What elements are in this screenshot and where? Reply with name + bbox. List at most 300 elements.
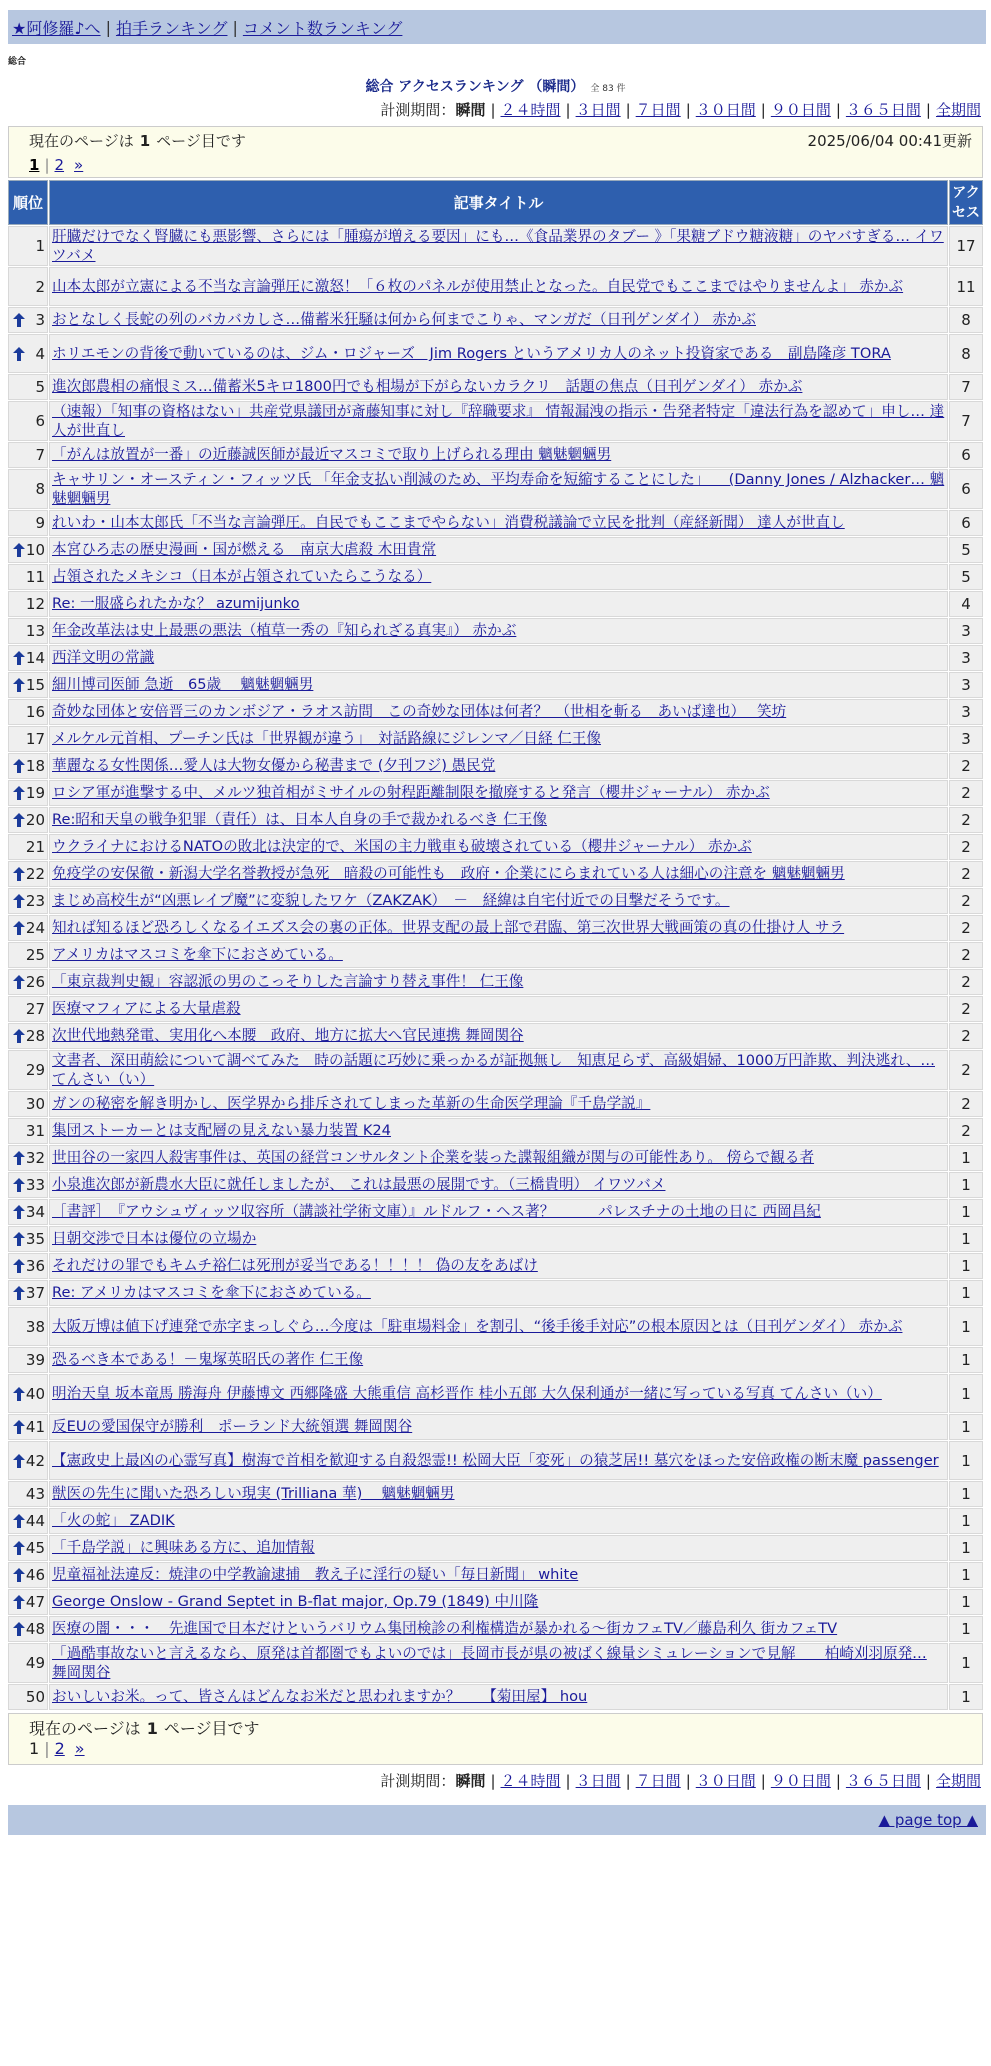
rank-number: 40 <box>25 1384 45 1403</box>
period-separator: | <box>760 101 766 119</box>
article-link[interactable]: 肝臓だけでなく腎臓にも悪影響、さらには「腫瘍が増える要因」にも…《食品業界のタブー 》「果糖ブドウ糖液糖」のヤバすぎる… イワツバメ <box>52 228 944 264</box>
nav-separator: | <box>105 17 111 37</box>
access-count: 8 <box>949 334 983 373</box>
rank-number: 8 <box>35 480 45 498</box>
article-link[interactable]: 奇妙な団体と安倍晋三のカンボジア・ラオス訪問 この奇妙な団体は何者？ （世相を斬る あいば達也） 笑坊 <box>52 703 787 720</box>
table-row <box>8 1441 983 1480</box>
title-cell <box>49 726 948 752</box>
rank-cell <box>8 374 48 400</box>
article-link[interactable]: 山本太郎が立憲による不当な言論弾圧に激怒！「６枚のパネルが使用禁止となった。自民党でもここまではやりませんよ」 赤かぶ <box>52 278 904 295</box>
rank-up-arrow-icon <box>13 1029 25 1043</box>
article-link[interactable]: それだけの罪でもキムチ裕仁は死刑が妥当である！！！！ 偽の友をあばけ <box>52 1257 538 1274</box>
title-cell <box>49 1280 948 1306</box>
table-row <box>8 645 983 671</box>
article-link[interactable]: 【憲政史上最凶の心霊写真】樹海で首相を歓迎する自殺怨霊!! 松岡大臣「変死」の猿芝居!! 墓穴をほった安倍政権の断末魔 passenger <box>52 1452 939 1469</box>
access-count: 1 <box>949 1562 983 1588</box>
period-link[interactable]: ９０日間 <box>770 1772 831 1790</box>
rank-number: 36 <box>25 1257 45 1275</box>
table-row <box>8 1199 983 1225</box>
rank-cell <box>8 834 48 860</box>
title-cell <box>49 1050 948 1090</box>
table-row <box>8 753 983 779</box>
rank-up-arrow-icon <box>13 1286 25 1300</box>
access-count: 1 <box>949 1441 983 1480</box>
pagination-link[interactable]: 2 <box>54 1739 65 1758</box>
page-status <box>29 129 246 153</box>
table-row <box>8 334 983 373</box>
title-cell <box>49 1118 948 1144</box>
access-count: 7 <box>949 374 983 400</box>
access-count: 1 <box>949 1307 983 1346</box>
access-count: 2 <box>949 1118 983 1144</box>
title-cell <box>49 969 948 995</box>
rank-cell <box>8 780 48 806</box>
article-link[interactable]: ホリエモンの背後で動いているのは、ジム・ロジャーズ Jim Rogers というアメリカ人のネット投資家である 副島隆彦 TORA <box>52 345 891 362</box>
rank-up-arrow-icon <box>13 651 25 665</box>
access-count: 4 <box>949 591 983 617</box>
rank-cell <box>8 1199 48 1225</box>
access-count: 5 <box>949 564 983 590</box>
title-cell <box>49 1441 948 1480</box>
article-link[interactable]: ウクライナにおけるNATOの敗北は決定的で、米国の主力戦車も破壊されている（櫻井ジャーナル） 赤かぶ <box>52 838 752 855</box>
nav-separator: | <box>232 17 238 37</box>
table-row <box>8 1050 983 1090</box>
rank-up-arrow-icon <box>13 813 25 827</box>
article-link[interactable]: 大阪万博は値下げ連発で赤字まっしぐら…今度は「駐車場料金」を割引、“後手後手対応”の根本原因とは（日刊ゲンダイ） 赤かぶ <box>52 1318 903 1335</box>
pagination <box>29 1739 972 1758</box>
rank-number: 50 <box>25 1688 45 1706</box>
rank-cell <box>8 1374 48 1413</box>
period-link[interactable]: ７日間 <box>635 101 681 119</box>
period-link[interactable]: ３０日間 <box>695 1772 756 1790</box>
article-link[interactable]: 「がんは放置が一番」の近藤誠医師が最近マスコミで取り上げられる理由 魑魅魍魎男 <box>52 446 612 463</box>
rank-cell <box>8 888 48 914</box>
rank-number: 41 <box>25 1418 45 1436</box>
access-count: 1 <box>949 1374 983 1413</box>
access-count: 1 <box>949 1414 983 1440</box>
article-link[interactable]: Re: アメリカはマスコミを傘下におさめている。 <box>52 1284 371 1301</box>
title-cell <box>49 537 948 563</box>
rank-up-arrow-icon <box>13 1514 25 1528</box>
rank-cell <box>8 807 48 833</box>
rank-cell <box>8 1684 48 1710</box>
access-count: 1 <box>949 1172 983 1198</box>
table-row <box>8 672 983 698</box>
article-link[interactable]: 進次郎農相の痛恨ミス…備蓄米5キロ1800円でも相場が下がらないカラクリ 話題の焦点（日刊ゲンダイ） 赤かぶ <box>52 378 803 395</box>
period-label: 計測期間： <box>380 101 456 119</box>
rank-cell <box>8 591 48 617</box>
applause-ranking-link[interactable]: 拍手ランキング <box>115 18 228 38</box>
article-link[interactable]: 占領されたメキシコ（日本が占領されていたらこうなる） <box>52 568 432 585</box>
access-count: 5 <box>949 537 983 563</box>
title-cell <box>49 374 948 400</box>
rank-number: 45 <box>25 1539 45 1557</box>
access-count: 2 <box>949 942 983 968</box>
rank-number: 47 <box>25 1593 45 1611</box>
table-row <box>8 888 983 914</box>
comment-ranking-link[interactable]: コメント数ランキング <box>242 18 403 38</box>
period-link[interactable]: ３日間 <box>575 1772 621 1790</box>
rank-number: 9 <box>35 514 45 532</box>
rank-up-arrow-icon <box>13 786 25 800</box>
period-link[interactable]: ３６５日間 <box>845 101 921 119</box>
period-separator: | <box>565 101 571 119</box>
access-count: 1 <box>949 1347 983 1373</box>
rank-cell <box>8 334 48 373</box>
period-link[interactable]: ３日間 <box>575 101 621 119</box>
access-count: 1 <box>949 1226 983 1252</box>
article-link[interactable]: ［書評］ 『アウシュヴィッツ収容所（講談社学術文庫）』ルドルフ・ヘス著？ パレスチナの土地の日に 西岡昌紀 <box>52 1203 821 1220</box>
table-row <box>8 510 983 536</box>
title-cell <box>49 1226 948 1252</box>
table-row <box>8 1589 983 1615</box>
table-row <box>8 1684 983 1710</box>
period-label: 計測期間： <box>380 1772 456 1790</box>
article-link[interactable]: 医療マフィアによる大量虐殺 <box>52 1000 241 1017</box>
table-row <box>8 1616 983 1642</box>
rank-number: 46 <box>25 1566 45 1584</box>
title-cell <box>49 510 948 536</box>
rank-number: 13 <box>25 622 45 640</box>
rank-number: 15 <box>25 676 45 694</box>
rank-up-arrow-icon <box>13 1622 25 1636</box>
article-link[interactable]: 「火の蛇」 ZADIK <box>52 1512 175 1529</box>
access-count: 1 <box>949 1616 983 1642</box>
title-cell <box>49 442 948 468</box>
rank-cell <box>8 1023 48 1049</box>
rank-cell <box>8 618 48 644</box>
table-row <box>8 537 983 563</box>
rank-up-arrow-icon <box>13 975 25 989</box>
period-current: 瞬間 <box>455 101 486 119</box>
rank-cell <box>8 469 48 509</box>
rank-column-header: 順位 <box>8 180 48 225</box>
article-link[interactable]: 「過酷事故ないと言えるなら、原発は首都圏でもよいのでは」長岡市長が県の被ばく線量シミュレーションで見解 柏崎刈羽原発… 舞岡関谷 <box>52 1645 927 1681</box>
title-cell <box>49 1091 948 1117</box>
category-label: 総合 <box>8 57 27 67</box>
page-status-number: 1 <box>146 1719 158 1738</box>
access-count: 2 <box>949 1091 983 1117</box>
period-separator: | <box>625 1772 631 1790</box>
access-count: 1 <box>949 1199 983 1225</box>
article-link[interactable]: ロシア軍が進撃する中、メルツ独首相がミサイルの射程距離制限を撤廃すると発言（櫻井ジャーナル） 赤かぶ <box>52 784 770 801</box>
access-count: 1 <box>949 1589 983 1615</box>
table-row <box>8 564 983 590</box>
title-column-header: 記事タイトル <box>49 180 948 225</box>
access-count: 1 <box>949 1481 983 1507</box>
rank-cell <box>8 942 48 968</box>
period-link[interactable]: 全期間 <box>935 1772 981 1790</box>
rank-cell <box>8 1280 48 1306</box>
access-count: 2 <box>949 996 983 1022</box>
article-link[interactable]: 次世代地熱発電、実用化へ本腰 政府、地方に拡大へ官民連携 舞岡関谷 <box>52 1027 524 1044</box>
title-cell <box>49 1414 948 1440</box>
table-row <box>8 469 983 509</box>
period-link[interactable]: ２４時間 <box>500 101 561 119</box>
period-link[interactable]: ９０日間 <box>770 101 831 119</box>
table-row <box>8 1307 983 1346</box>
period-separator: | <box>925 1772 931 1790</box>
article-link[interactable]: 日朝交渉で日本は優位の立場か <box>52 1230 257 1247</box>
rank-number: 19 <box>25 784 45 802</box>
rank-cell <box>8 1226 48 1252</box>
access-count: 2 <box>949 1023 983 1049</box>
article-link[interactable]: 文書者、深田萌絵について調べてみた 時の話題に巧妙に乗っかるが証拠無し 知恵足らず、高級娼婦、1000万円詐欺、判決逃れ、… てんさい（い） <box>52 1052 935 1088</box>
article-link[interactable]: キャサリン・オースティン・フィッツ氏 「年金支払い削減のため、平均寿命を短縮することにした」 (Danny Jones / Alzhacker… 魑魅魍魎男 <box>52 471 945 507</box>
article-link[interactable]: （速報）「知事の資格はない」共産党県議団が斎藤知事に対し『辞職要求』 情報漏洩の指示・告発者特定「違法行為を認めて」申し… 達人が世直し <box>52 403 945 439</box>
page-status-number: 1 <box>139 132 151 150</box>
rank-up-arrow-icon <box>13 867 25 881</box>
pagination-link[interactable]: 2 <box>54 156 65 174</box>
page-status-row <box>29 1716 972 1739</box>
rank-number: 38 <box>25 1317 45 1336</box>
period-separator: | <box>565 1772 571 1790</box>
article-link[interactable]: Re:昭和天皇の戦争犯罪（責任）は、日本人自身の手で裁かれるべき 仁王像 <box>52 811 548 828</box>
title-cell <box>49 699 948 725</box>
rank-number: 18 <box>25 757 45 775</box>
article-link[interactable]: 世田谷の一家四人殺害事件は、英国の経営コンサルタント企業を装った諜報組織が関与の可能性あり。 傍らで観る者 <box>52 1149 815 1166</box>
access-count: 1 <box>949 1280 983 1306</box>
article-link[interactable]: 小泉進次郎が新農水大臣に就任しましたが、 これは最悪の展開です。（三橋貴明） イワツバメ <box>52 1176 666 1193</box>
rank-number: 32 <box>25 1149 45 1167</box>
page-top-link[interactable]: ▲ page top ▲ <box>878 1811 978 1829</box>
access-count: 3 <box>949 699 983 725</box>
access-count: 7 <box>949 401 983 441</box>
access-count: 6 <box>949 442 983 468</box>
rank-cell <box>8 442 48 468</box>
rank-up-arrow-icon <box>13 1568 25 1582</box>
table-row <box>8 1118 983 1144</box>
article-link[interactable]: 細川博司医師 急逝 65歳 魑魅魍魎男 <box>52 676 314 693</box>
article-link[interactable]: 「千島学説」に興味ある方に、追加情報 <box>52 1539 315 1556</box>
access-count: 1 <box>949 1253 983 1279</box>
rank-number: 3 <box>35 311 45 329</box>
rank-cell <box>8 1307 48 1346</box>
rank-cell <box>8 1172 48 1198</box>
rank-up-arrow-icon <box>13 1259 25 1273</box>
pagination-next[interactable]: » <box>74 1739 85 1758</box>
home-link[interactable]: ★阿修羅♪へ <box>12 18 101 38</box>
table-row <box>8 374 983 400</box>
table-row <box>8 1172 983 1198</box>
article-link[interactable]: 西洋文明の常識 <box>52 649 155 666</box>
table-row <box>8 1253 983 1279</box>
article-link[interactable]: 「東京裁判史観」容認派の男のこっそりした言論すり替え事件！ 仁王像 <box>52 973 524 990</box>
rank-cell <box>8 1050 48 1090</box>
title-cell <box>49 307 948 333</box>
article-link[interactable]: おいしいお米。って、皆さんはどんなお米だと思われますか？ 【菊田屋】 hou <box>52 1688 588 1705</box>
title-cell <box>49 1643 948 1683</box>
rank-up-arrow-icon <box>13 1541 25 1555</box>
rank-up-arrow-icon <box>13 1178 25 1192</box>
table-row <box>8 1091 983 1117</box>
rank-cell <box>8 401 48 441</box>
table-row <box>8 1347 983 1373</box>
period-link[interactable]: ３０日間 <box>695 101 756 119</box>
title-cell <box>49 645 948 671</box>
pagination-current: 1 <box>29 156 40 174</box>
rank-number: 11 <box>25 568 45 586</box>
title-cell <box>49 1589 948 1615</box>
article-link[interactable]: れいわ・山本太郎氏「不当な言論弾圧。自民でもここまでやらない」消費税議論で立民を批判（産経新聞） 達人が世直し <box>52 514 845 531</box>
rank-number: 4 <box>35 344 45 363</box>
article-link[interactable]: 本宮ひろ志の歴史漫画・国が燃える 南京大虐殺 木田貴常 <box>52 541 437 558</box>
rank-cell <box>8 726 48 752</box>
title-cell <box>49 618 948 644</box>
updated-timestamp: 2025/06/04 00:41更新 <box>807 132 972 150</box>
table-row <box>8 267 983 306</box>
footer-bar <box>8 1805 986 1835</box>
title-cell <box>49 226 948 266</box>
rank-cell <box>8 699 48 725</box>
title-cell <box>49 1172 948 1198</box>
page-status-prefix: 現在のページは <box>29 132 134 150</box>
table-row <box>8 1145 983 1171</box>
table-row <box>8 1280 983 1306</box>
article-link[interactable]: 知れば知るほど恐ろしくなるイエズス会の裏の正体。世界支配の最上部で君臨、第三次世界大戦画策の真の仕掛け人 サラ <box>52 919 845 936</box>
title-cell <box>49 861 948 887</box>
rank-cell <box>8 969 48 995</box>
title-cell <box>49 1199 948 1225</box>
rank-number: 28 <box>25 1027 45 1045</box>
table-row <box>8 861 983 887</box>
rank-up-arrow-icon <box>13 759 25 773</box>
period-separator: | <box>835 1772 841 1790</box>
rank-number: 43 <box>25 1485 45 1503</box>
title-cell <box>49 267 948 306</box>
rank-up-arrow-icon <box>13 1454 25 1468</box>
article-link[interactable]: まじめ高校生が“凶悪レイプ魔”に変貌したワケ（ZAKZAK） － 経緯は自宅付近での目撃だそうです。 <box>52 892 730 909</box>
page-status-prefix: 現在のページは <box>29 1719 141 1738</box>
article-link[interactable]: Re: 一服盛られたかな？ azumijunko <box>52 595 300 612</box>
title-cell <box>49 672 948 698</box>
rank-number: 29 <box>25 1061 45 1079</box>
rank-number: 49 <box>25 1654 45 1672</box>
article-link[interactable]: George Onslow - Grand Septet in B-flat major, Op.79 (1849) 中川隆 <box>52 1593 539 1610</box>
rank-number: 1 <box>35 237 45 255</box>
article-link[interactable]: 獣医の先生に聞いた恐ろしい現実 (Trilliana 華) 魑魅魍魎男 <box>52 1485 455 1502</box>
article-link[interactable]: ガンの秘密を解き明かし、医学界から排斥されてしまった革新の生命医学理論『千島学説』 <box>52 1095 651 1112</box>
access-count: 1 <box>949 1535 983 1561</box>
rank-up-arrow-icon <box>13 1595 25 1609</box>
table-row <box>8 1562 983 1588</box>
title-cell <box>49 1307 948 1346</box>
rank-up-arrow-icon <box>13 921 25 935</box>
period-link[interactable]: ２４時間 <box>500 1772 561 1790</box>
title-cell <box>49 942 948 968</box>
period-link[interactable]: 全期間 <box>935 101 981 119</box>
access-count: 6 <box>949 469 983 509</box>
article-link[interactable]: 明治天皇 坂本竜馬 勝海舟 伊藤博文 西郷隆盛 大熊重信 高杉晋作 桂小五郎 大久保利通が一緒に写っている写真 てんさい（い） <box>52 1385 882 1402</box>
article-link[interactable]: アメリカはマスコミを傘下におさめている。 <box>52 946 343 963</box>
period-link[interactable]: ３６５日間 <box>845 1772 921 1790</box>
rank-number: 39 <box>25 1351 45 1369</box>
period-separator: | <box>835 101 841 119</box>
period-selector-top <box>0 98 981 122</box>
rank-cell <box>8 1562 48 1588</box>
access-count: 3 <box>949 726 983 752</box>
rank-up-arrow-icon <box>13 1387 25 1401</box>
article-link[interactable]: 医療の闇・・・ 先進国で日本だけというバリウム集団検診の利権構造が暴かれる～街カフェTV／藤島利久 街カフェTV <box>52 1620 838 1637</box>
title-cell <box>49 564 948 590</box>
title-cell <box>49 401 948 441</box>
title-cell <box>49 1508 948 1534</box>
rank-up-arrow-icon <box>13 1232 25 1246</box>
table-row <box>8 618 983 644</box>
pagination <box>29 153 972 177</box>
title-cell <box>49 1253 948 1279</box>
table-row <box>8 442 983 468</box>
total-count: 全 83 件 <box>590 84 626 94</box>
rank-cell <box>8 537 48 563</box>
rank-number: 30 <box>25 1095 45 1113</box>
rank-number: 16 <box>25 703 45 721</box>
article-link[interactable]: 集団ストーカーとは支配層の見えない暴力装置 K24 <box>52 1122 391 1139</box>
rank-number: 27 <box>25 1000 45 1018</box>
article-link[interactable]: 華麗なる女性関係…愛人は大物女優から秘書まで (夕刊フジ) 愚民党 <box>52 757 496 774</box>
access-count: 2 <box>949 834 983 860</box>
period-selector-bottom <box>0 1769 981 1793</box>
rank-cell <box>8 1643 48 1683</box>
page-info-top <box>8 126 983 178</box>
access-count: 2 <box>949 1050 983 1090</box>
article-link[interactable]: おとなしく長蛇の列のバカバカしさ…備蓄米狂騒は何から何までこりゃ、マンガだ（日刊ゲンダイ） 赤かぶ <box>52 311 756 328</box>
article-link[interactable]: 年金改革法は史上最悪の悪法（植草一秀の『知られざる真実』） 赤かぶ <box>52 622 517 639</box>
period-separator: | <box>490 1772 496 1790</box>
page-status-row <box>29 129 972 153</box>
table-row <box>8 1481 983 1507</box>
rank-number: 5 <box>35 378 45 396</box>
rank-cell <box>8 753 48 779</box>
title-cell <box>49 1616 948 1642</box>
rank-number: 12 <box>25 595 45 613</box>
article-link[interactable]: 児童福祉法違反：焼津の中学教諭逮捕 教え子に淫行の疑い「毎日新聞」 white <box>52 1566 579 1583</box>
pagination-next[interactable]: » <box>74 156 84 174</box>
rank-number: 42 <box>25 1451 45 1470</box>
pagination-current: 1 <box>29 1739 40 1758</box>
table-row <box>8 226 983 266</box>
access-count: 11 <box>949 267 983 306</box>
table-row <box>8 1535 983 1561</box>
rank-number: 37 <box>25 1284 45 1302</box>
article-link[interactable]: 恐るべき本である！－鬼塚英昭氏の著作 仁王像 <box>52 1351 364 1368</box>
period-link[interactable]: ７日間 <box>635 1772 681 1790</box>
access-count: 2 <box>949 915 983 941</box>
title-cell <box>49 834 948 860</box>
table-row <box>8 834 983 860</box>
pagination-separator: | <box>44 1739 50 1758</box>
article-link[interactable]: 反EUの愛国保守が勝利 ポーランド大統領選 舞岡関谷 <box>52 1418 413 1435</box>
article-link[interactable]: メルケル元首相、プーチン氏は「世界観が違う」 対話路線にジレンマ／日経 仁王像 <box>52 730 601 747</box>
period-separator: | <box>685 1772 691 1790</box>
title-cell <box>49 334 948 373</box>
rank-cell <box>8 1253 48 1279</box>
period-separator: | <box>760 1772 766 1790</box>
page-status-suffix: ページ目です <box>163 1719 260 1738</box>
rank-number: 48 <box>25 1620 45 1638</box>
access-count: 1 <box>949 1145 983 1171</box>
rank-number: 24 <box>25 919 45 937</box>
ranking-title: 総合 アクセスランキング （瞬間） <box>365 79 585 95</box>
rank-up-arrow-icon <box>13 1420 25 1434</box>
access-count: 2 <box>949 753 983 779</box>
title-cell <box>49 888 948 914</box>
rank-number: 7 <box>35 446 45 464</box>
article-link[interactable]: 免疫学の安保徹・新潟大学名誉教授が急死 暗殺の可能性も 政府・企業ににらまれている人は細心の注意を 魑魅魍魎男 <box>52 865 845 882</box>
rank-cell <box>8 645 48 671</box>
page-status-suffix: ページ目です <box>156 132 246 150</box>
rank-number: 23 <box>25 892 45 910</box>
